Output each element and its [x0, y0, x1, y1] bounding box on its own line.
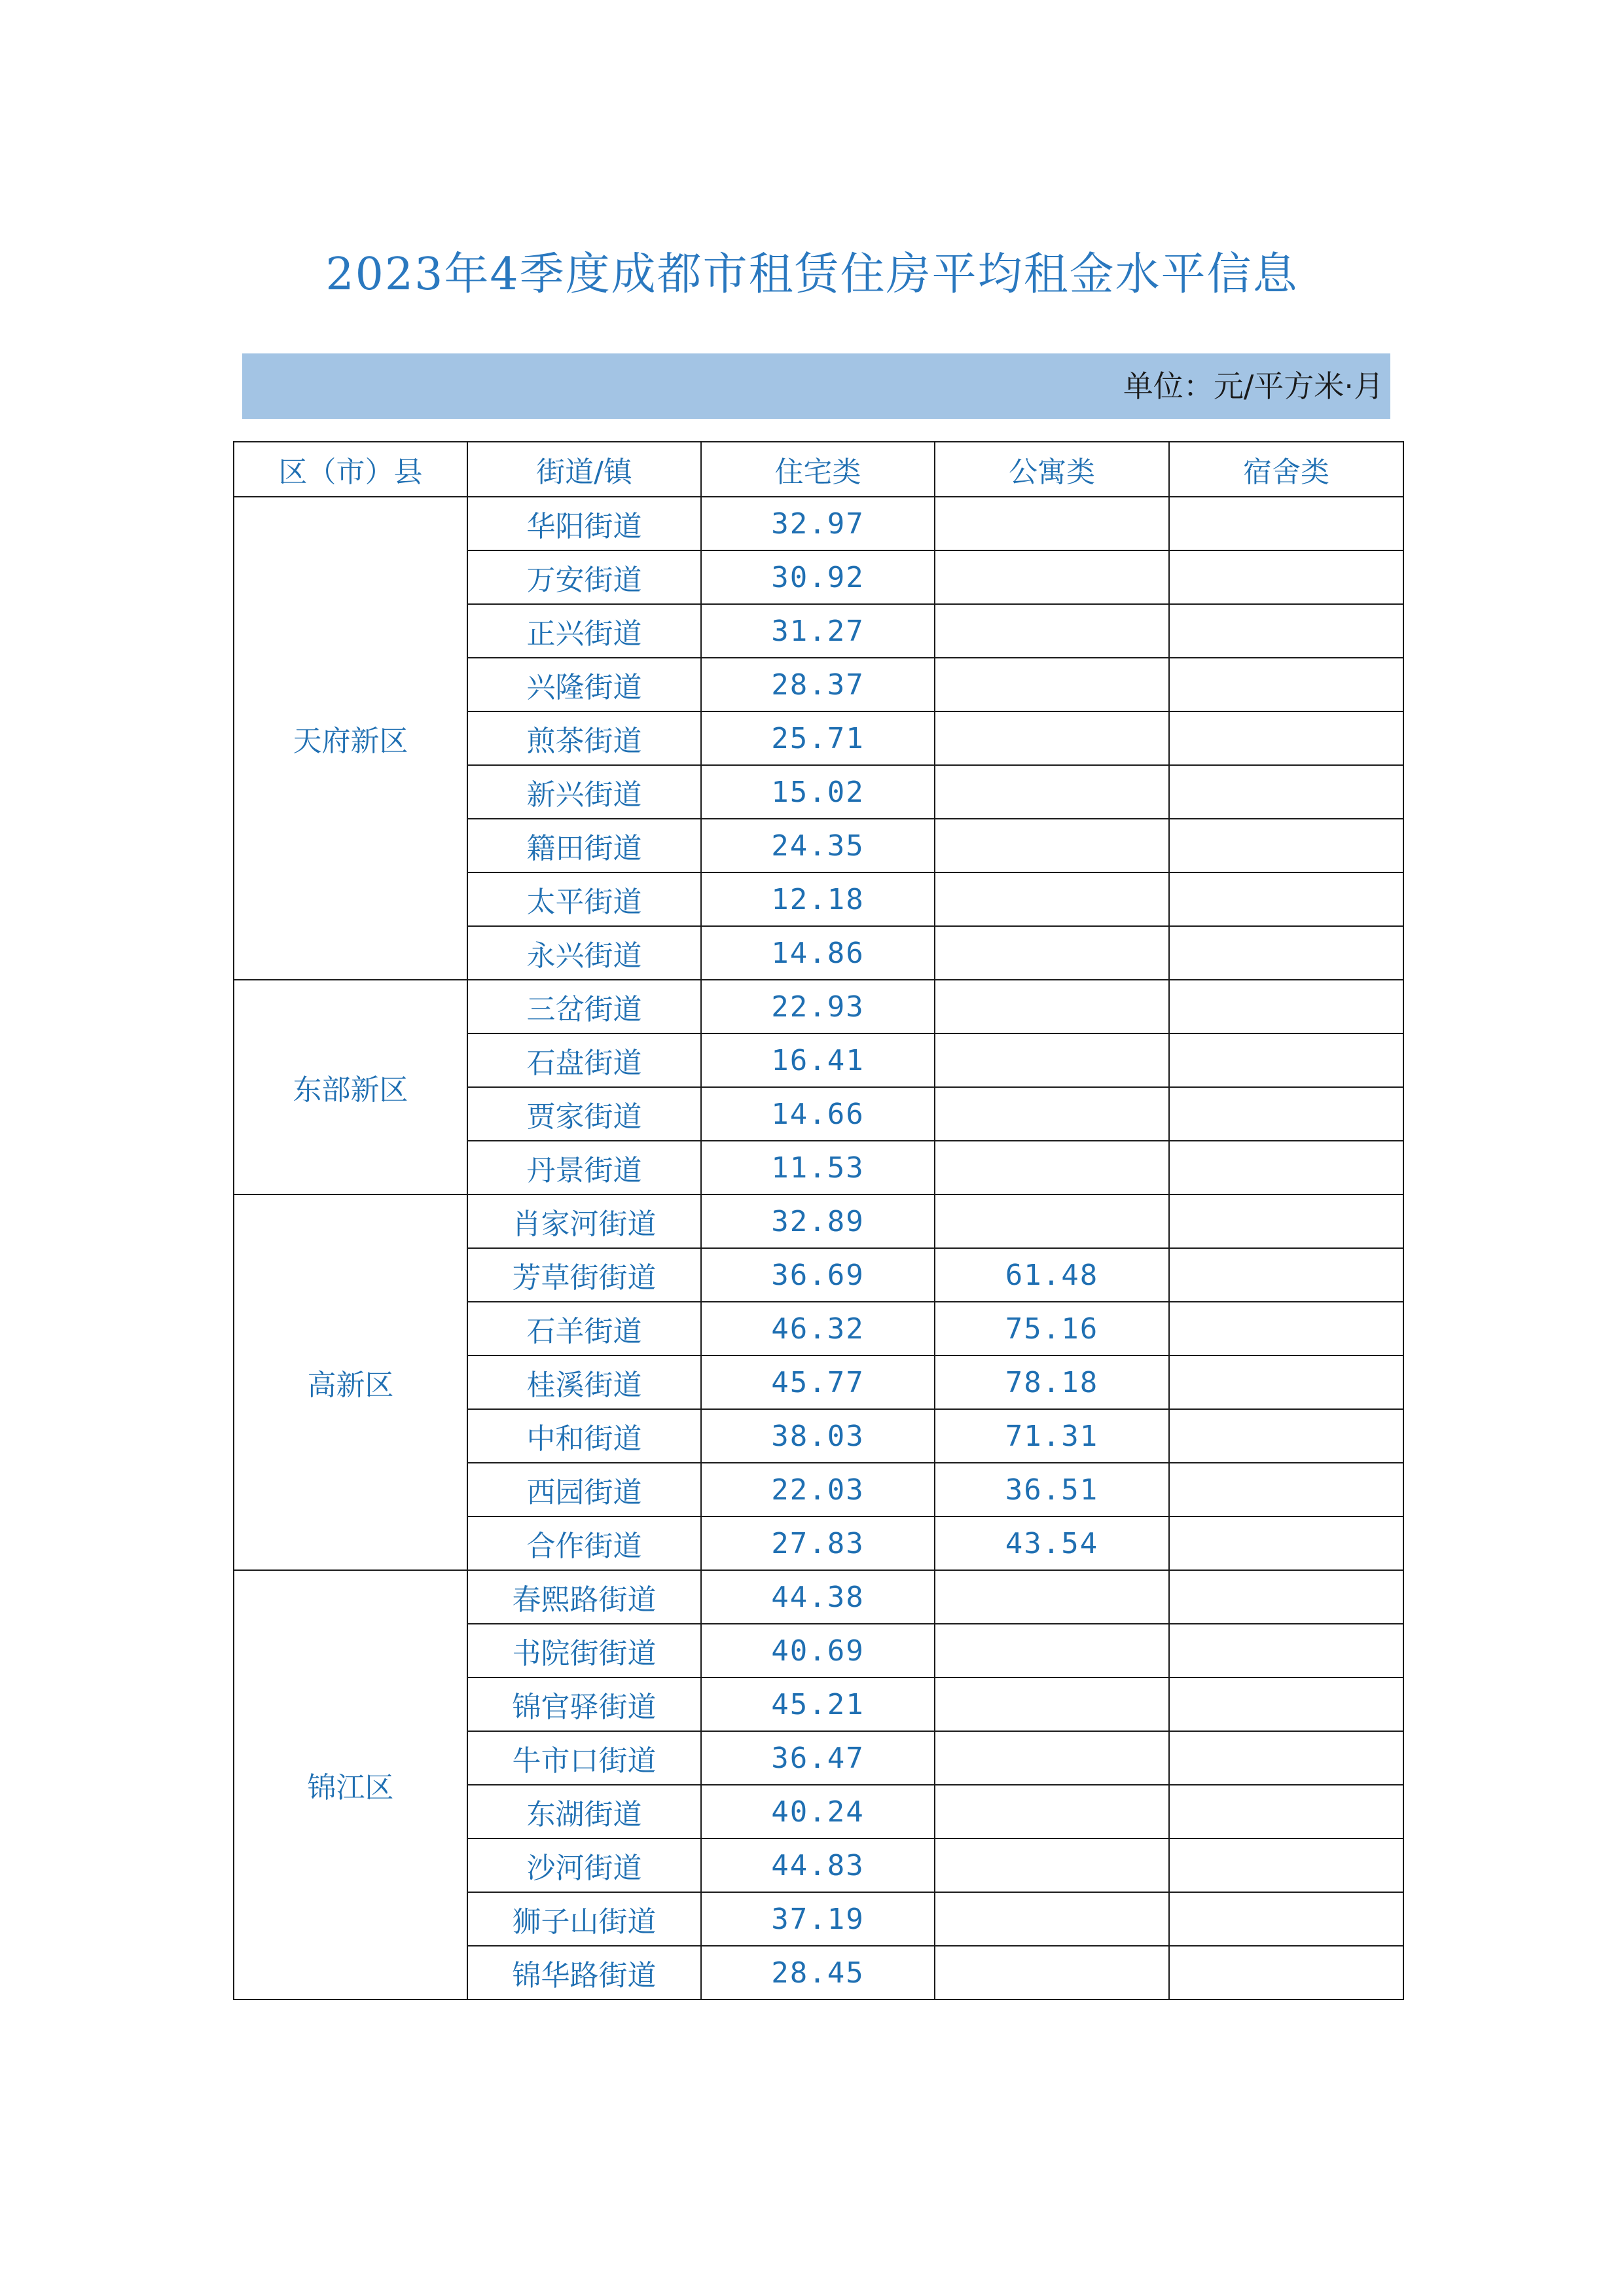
- apartment-cell: [935, 1194, 1169, 1248]
- residential-cell: 14.86: [701, 926, 935, 980]
- street-cell: 书院街街道: [467, 1624, 701, 1677]
- apartment-cell: [935, 497, 1169, 550]
- header-residential: 住宅类: [701, 442, 935, 497]
- street-cell: 丹景街道: [467, 1141, 701, 1194]
- dormitory-cell: [1169, 1570, 1403, 1624]
- street-cell: 贾家街道: [467, 1087, 701, 1141]
- district-cell: 天府新区: [234, 497, 467, 980]
- street-cell: 籍田街道: [467, 819, 701, 872]
- apartment-cell: [935, 1731, 1169, 1785]
- dormitory-cell: [1169, 1463, 1403, 1516]
- apartment-cell: 61.48: [935, 1248, 1169, 1302]
- apartment-cell: [935, 1570, 1169, 1624]
- dormitory-cell: [1169, 1033, 1403, 1087]
- header-dormitory: 宿舍类: [1169, 442, 1403, 497]
- district-cell: 东部新区: [234, 980, 467, 1194]
- apartment-cell: [935, 1033, 1169, 1087]
- apartment-cell: [935, 604, 1169, 658]
- apartment-cell: [935, 1839, 1169, 1892]
- street-cell: 合作街道: [467, 1516, 701, 1570]
- apartment-cell: 75.16: [935, 1302, 1169, 1355]
- district-cell: 锦江区: [234, 1570, 467, 2000]
- street-cell: 锦官驿街道: [467, 1677, 701, 1731]
- dormitory-cell: [1169, 872, 1403, 926]
- apartment-cell: [935, 1624, 1169, 1677]
- street-cell: 石羊街道: [467, 1302, 701, 1355]
- dormitory-cell: [1169, 1677, 1403, 1731]
- dormitory-cell: [1169, 550, 1403, 604]
- residential-cell: 36.69: [701, 1248, 935, 1302]
- header-apartment: 公寓类: [935, 442, 1169, 497]
- dormitory-cell: [1169, 1355, 1403, 1409]
- dormitory-cell: [1169, 1731, 1403, 1785]
- residential-cell: 38.03: [701, 1409, 935, 1463]
- unit-bar: [242, 353, 1390, 419]
- apartment-cell: [935, 550, 1169, 604]
- table-row: [234, 1570, 1403, 1624]
- street-cell: 万安街道: [467, 550, 701, 604]
- unit-label: 单位：元/平方米·月: [1123, 368, 1384, 404]
- residential-cell: 45.77: [701, 1355, 935, 1409]
- dormitory-cell: [1169, 980, 1403, 1033]
- apartment-cell: [935, 1141, 1169, 1194]
- dormitory-cell: [1169, 1302, 1403, 1355]
- residential-cell: 15.02: [701, 765, 935, 819]
- apartment-cell: [935, 819, 1169, 872]
- street-cell: 西园街道: [467, 1463, 701, 1516]
- apartment-cell: [935, 1677, 1169, 1731]
- street-cell: 锦华路街道: [467, 1946, 701, 2000]
- street-cell: 狮子山街道: [467, 1892, 701, 1946]
- rent-table: [233, 441, 1404, 2000]
- apartment-cell: 71.31: [935, 1409, 1169, 1463]
- district-cell: 高新区: [234, 1194, 467, 1570]
- residential-cell: 25.71: [701, 711, 935, 765]
- residential-cell: 14.66: [701, 1087, 935, 1141]
- residential-cell: 28.37: [701, 658, 935, 711]
- residential-cell: 36.47: [701, 1731, 935, 1785]
- dormitory-cell: [1169, 1624, 1403, 1677]
- residential-cell: 16.41: [701, 1033, 935, 1087]
- dormitory-cell: [1169, 1409, 1403, 1463]
- dormitory-cell: [1169, 1839, 1403, 1892]
- apartment-cell: [935, 765, 1169, 819]
- residential-cell: 12.18: [701, 872, 935, 926]
- apartment-cell: [935, 1785, 1169, 1839]
- residential-cell: 32.89: [701, 1194, 935, 1248]
- street-cell: 太平街道: [467, 872, 701, 926]
- residential-cell: 22.03: [701, 1463, 935, 1516]
- residential-cell: 45.21: [701, 1677, 935, 1731]
- apartment-cell: [935, 872, 1169, 926]
- apartment-cell: [935, 980, 1169, 1033]
- dormitory-cell: [1169, 819, 1403, 872]
- street-cell: 永兴街道: [467, 926, 701, 980]
- dormitory-cell: [1169, 1141, 1403, 1194]
- apartment-cell: [935, 1946, 1169, 2000]
- street-cell: 煎茶街道: [467, 711, 701, 765]
- street-cell: 桂溪街道: [467, 1355, 701, 1409]
- street-cell: 东湖街道: [467, 1785, 701, 1839]
- residential-cell: 32.97: [701, 497, 935, 550]
- street-cell: 牛市口街道: [467, 1731, 701, 1785]
- rent-table-body: [234, 497, 1403, 2000]
- residential-cell: 31.27: [701, 604, 935, 658]
- dormitory-cell: [1169, 658, 1403, 711]
- residential-cell: 46.32: [701, 1302, 935, 1355]
- residential-cell: 40.24: [701, 1785, 935, 1839]
- apartment-cell: 43.54: [935, 1516, 1169, 1570]
- residential-cell: 24.35: [701, 819, 935, 872]
- dormitory-cell: [1169, 1892, 1403, 1946]
- residential-cell: 30.92: [701, 550, 935, 604]
- street-cell: 正兴街道: [467, 604, 701, 658]
- dormitory-cell: [1169, 1785, 1403, 1839]
- residential-cell: 22.93: [701, 980, 935, 1033]
- page-title: 2023年4季度成都市租赁住房平均租金水平信息: [325, 249, 1299, 300]
- street-cell: 沙河街道: [467, 1839, 701, 1892]
- table-row: [234, 980, 1403, 1033]
- apartment-cell: 36.51: [935, 1463, 1169, 1516]
- street-cell: 三岔街道: [467, 980, 701, 1033]
- residential-cell: 11.53: [701, 1141, 935, 1194]
- apartment-cell: [935, 711, 1169, 765]
- street-cell: 石盘街道: [467, 1033, 701, 1087]
- apartment-cell: 78.18: [935, 1355, 1169, 1409]
- residential-cell: 27.83: [701, 1516, 935, 1570]
- header-street: 街道/镇: [467, 442, 701, 497]
- dormitory-cell: [1169, 497, 1403, 550]
- dormitory-cell: [1169, 604, 1403, 658]
- street-cell: 新兴街道: [467, 765, 701, 819]
- dormitory-cell: [1169, 1516, 1403, 1570]
- residential-cell: 28.45: [701, 1946, 935, 2000]
- dormitory-cell: [1169, 765, 1403, 819]
- dormitory-cell: [1169, 1087, 1403, 1141]
- street-cell: 肖家河街道: [467, 1194, 701, 1248]
- residential-cell: 37.19: [701, 1892, 935, 1946]
- dormitory-cell: [1169, 1194, 1403, 1248]
- dormitory-cell: [1169, 1248, 1403, 1302]
- residential-cell: 44.38: [701, 1570, 935, 1624]
- street-cell: 芳草街街道: [467, 1248, 701, 1302]
- header-district: 区（市）县: [234, 442, 467, 497]
- table-row: [234, 497, 1403, 550]
- street-cell: 春熙路街道: [467, 1570, 701, 1624]
- dormitory-cell: [1169, 711, 1403, 765]
- apartment-cell: [935, 1892, 1169, 1946]
- residential-cell: 40.69: [701, 1624, 935, 1677]
- street-cell: 兴隆街道: [467, 658, 701, 711]
- table-row: [234, 1194, 1403, 1248]
- apartment-cell: [935, 926, 1169, 980]
- apartment-cell: [935, 658, 1169, 711]
- dormitory-cell: [1169, 1946, 1403, 2000]
- apartment-cell: [935, 1087, 1169, 1141]
- street-cell: 华阳街道: [467, 497, 701, 550]
- residential-cell: 44.83: [701, 1839, 935, 1892]
- street-cell: 中和街道: [467, 1409, 701, 1463]
- dormitory-cell: [1169, 926, 1403, 980]
- header-row: [234, 442, 1403, 497]
